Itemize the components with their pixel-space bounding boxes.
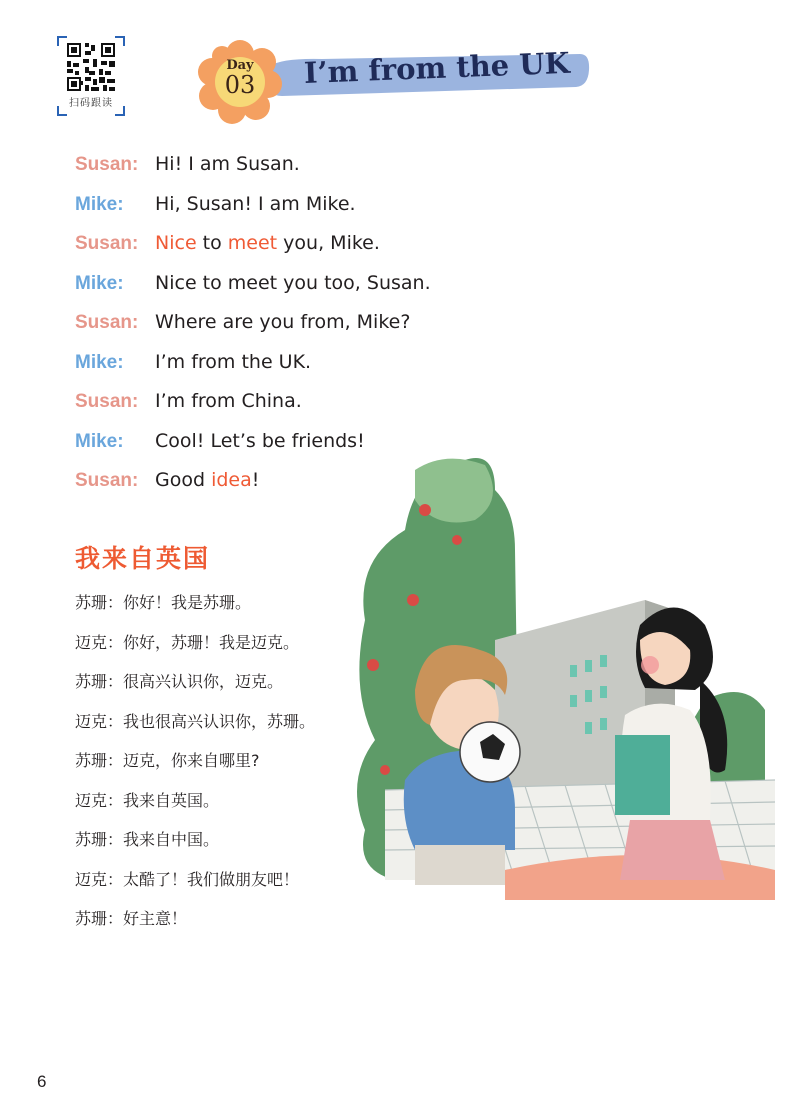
dialogue-text [155, 430, 365, 452]
translation-line: 苏珊：我来自中国。 [75, 830, 220, 849]
dialogue-text [155, 153, 300, 175]
text-segment: Hi, Susan! I am Mike. [155, 192, 356, 215]
text-segment: you, Mike. [277, 232, 380, 254]
dialogue-text [155, 351, 311, 373]
speaker-name: Susan: [75, 470, 139, 491]
text-segment: to [196, 232, 228, 254]
translation-line: 苏珊：迈克，你来自哪里? [75, 751, 260, 770]
text-segment: Cool! Let’s be friends! [155, 429, 365, 452]
speaker-name: Susan: [75, 312, 139, 333]
speaker-name: Mike: [75, 430, 124, 452]
speaker-name: Susan: [75, 154, 139, 175]
qr-label: 扫码跟读 [69, 98, 113, 109]
translation-line: 迈克：你好，苏珊！我是迈克。 [75, 632, 300, 652]
dialogue-text [155, 469, 259, 491]
translation-line: 迈克：我来自英国。 [75, 790, 220, 810]
text-segment: Where are you from, Mike? [155, 311, 411, 333]
qr-code-block[interactable] [57, 36, 125, 116]
translation-line: 迈克：太酷了！我们做朋友吧！ [75, 869, 300, 889]
translation-line: 苏珊：很高兴认识你，迈克。 [75, 672, 284, 691]
text-segment: ! [251, 469, 260, 491]
dialogue-text [155, 272, 431, 294]
qr-code-icon [65, 41, 117, 93]
speaker-name: Mike: [75, 351, 124, 373]
text-segment: I’m from the UK. [155, 350, 312, 373]
day-number: 03 [224, 71, 256, 99]
text-segment: Good [155, 469, 212, 491]
speaker-name: Susan: [75, 233, 139, 254]
speaker-name: Mike: [75, 272, 124, 294]
book-icon [615, 735, 670, 815]
kids-illustration [345, 450, 775, 900]
highlighted-word: idea [211, 469, 252, 491]
translation-line: 苏珊：你好！我是苏珊。 [75, 593, 252, 612]
highlighted-word: meet [227, 232, 278, 254]
text-segment: I’m from China. [155, 390, 302, 412]
page-number: 6 [37, 1072, 47, 1091]
dialogue-text [155, 311, 410, 333]
day-label: Day [226, 58, 254, 73]
translation-title: 我来自英国 [75, 544, 211, 573]
text-segment: Hi! I am Susan. [155, 153, 300, 175]
page-title: I’m from the UK [303, 45, 571, 90]
highlighted-word: Nice [155, 232, 197, 254]
speaker-name: Mike: [75, 193, 124, 215]
text-segment: Nice to meet you too, Susan. [155, 271, 431, 294]
speaker-name: Susan: [75, 391, 139, 412]
translation-line: 苏珊：好主意！ [75, 909, 188, 928]
translation-line: 迈克：我也很高兴认识你，苏珊。 [75, 711, 316, 731]
dialogue-text [155, 193, 356, 215]
dialogue-text [155, 232, 380, 254]
day-badge [198, 40, 282, 124]
dialogue-text [155, 390, 302, 412]
